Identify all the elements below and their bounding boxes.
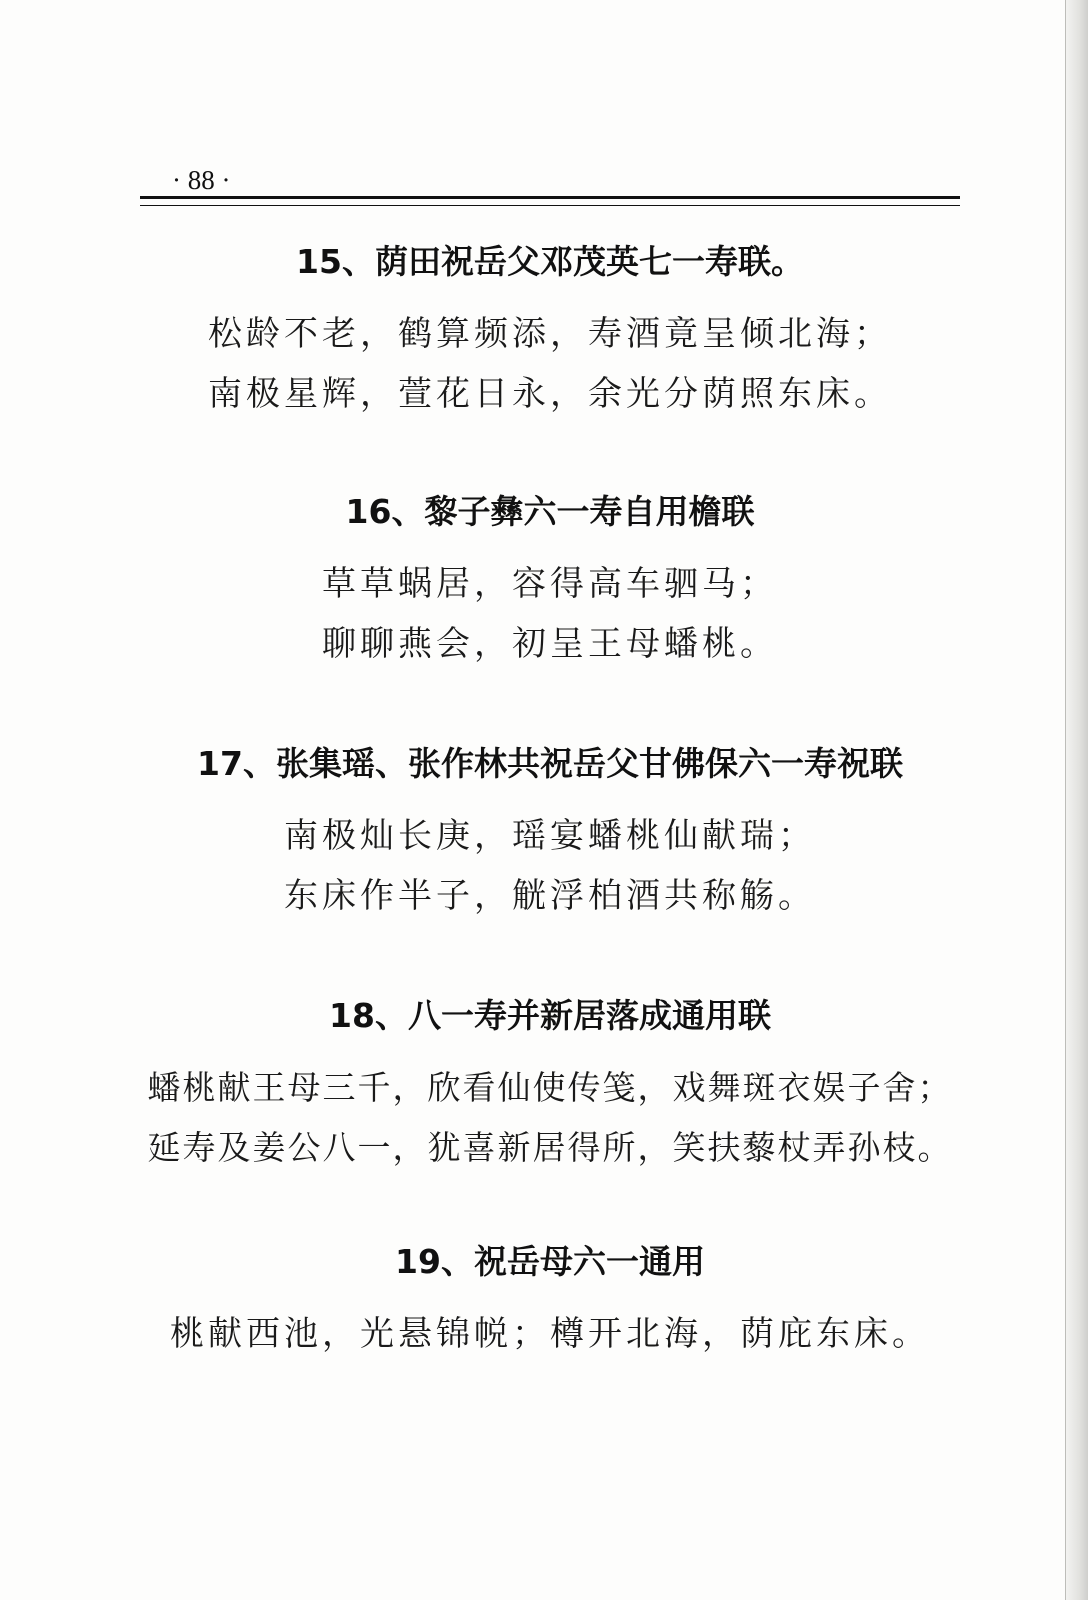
page-number: · 88 ·: [172, 165, 231, 195]
couplet-section-17: [140, 740, 960, 926]
section-title: 16、黎子彝六一寿自用檐联: [345, 492, 755, 531]
couplet-section-18: [140, 992, 960, 1178]
couplet-line-upper: 松龄不老，鹤算频添，寿酒竟呈倾北海；: [208, 314, 892, 354]
section-title: 19、祝岳母六一通用: [395, 1242, 705, 1281]
section-title: 15、荫田祝岳父邓茂英七一寿联。: [296, 242, 804, 281]
couplet-section-16: [140, 488, 960, 674]
section-title: 18、八一寿并新居落成通用联: [329, 996, 771, 1035]
couplet-section-19: [140, 1238, 960, 1364]
paper-edge: [1065, 0, 1088, 1600]
couplet-line-lower: 东床作半子，觥浮柏酒共称觞。: [284, 876, 816, 916]
section-title: 17、张集瑶、张作林共祝岳父甘佛保六一寿祝联: [197, 744, 903, 783]
header-rule-thin: [140, 205, 960, 206]
couplet-section-15: [140, 238, 960, 424]
couplet-line: 桃献西池，光悬锦帨；樽开北海，荫庇东床。: [170, 1314, 930, 1354]
couplet-line-lower: 南极星辉，萱花日永，余光分荫照东床。: [208, 374, 892, 414]
couplet-line-lower: 延寿及姜公八一，犹喜新居得所，笑扶藜杖弄孙枝。: [147, 1128, 953, 1167]
couplet-line-upper: 南极灿长庚，瑶宴蟠桃仙献瑞；: [284, 816, 816, 856]
couplet-line-upper: 蟠桃献王母三千，欣看仙使传笺，戏舞斑衣娱子舍；: [147, 1068, 953, 1107]
couplet-line-lower: 聊聊燕会，初呈王母蟠桃。: [322, 624, 778, 664]
header-rule-thick: [140, 196, 960, 199]
couplet-line-upper: 草草蜗居，容得高车驷马；: [322, 564, 778, 604]
